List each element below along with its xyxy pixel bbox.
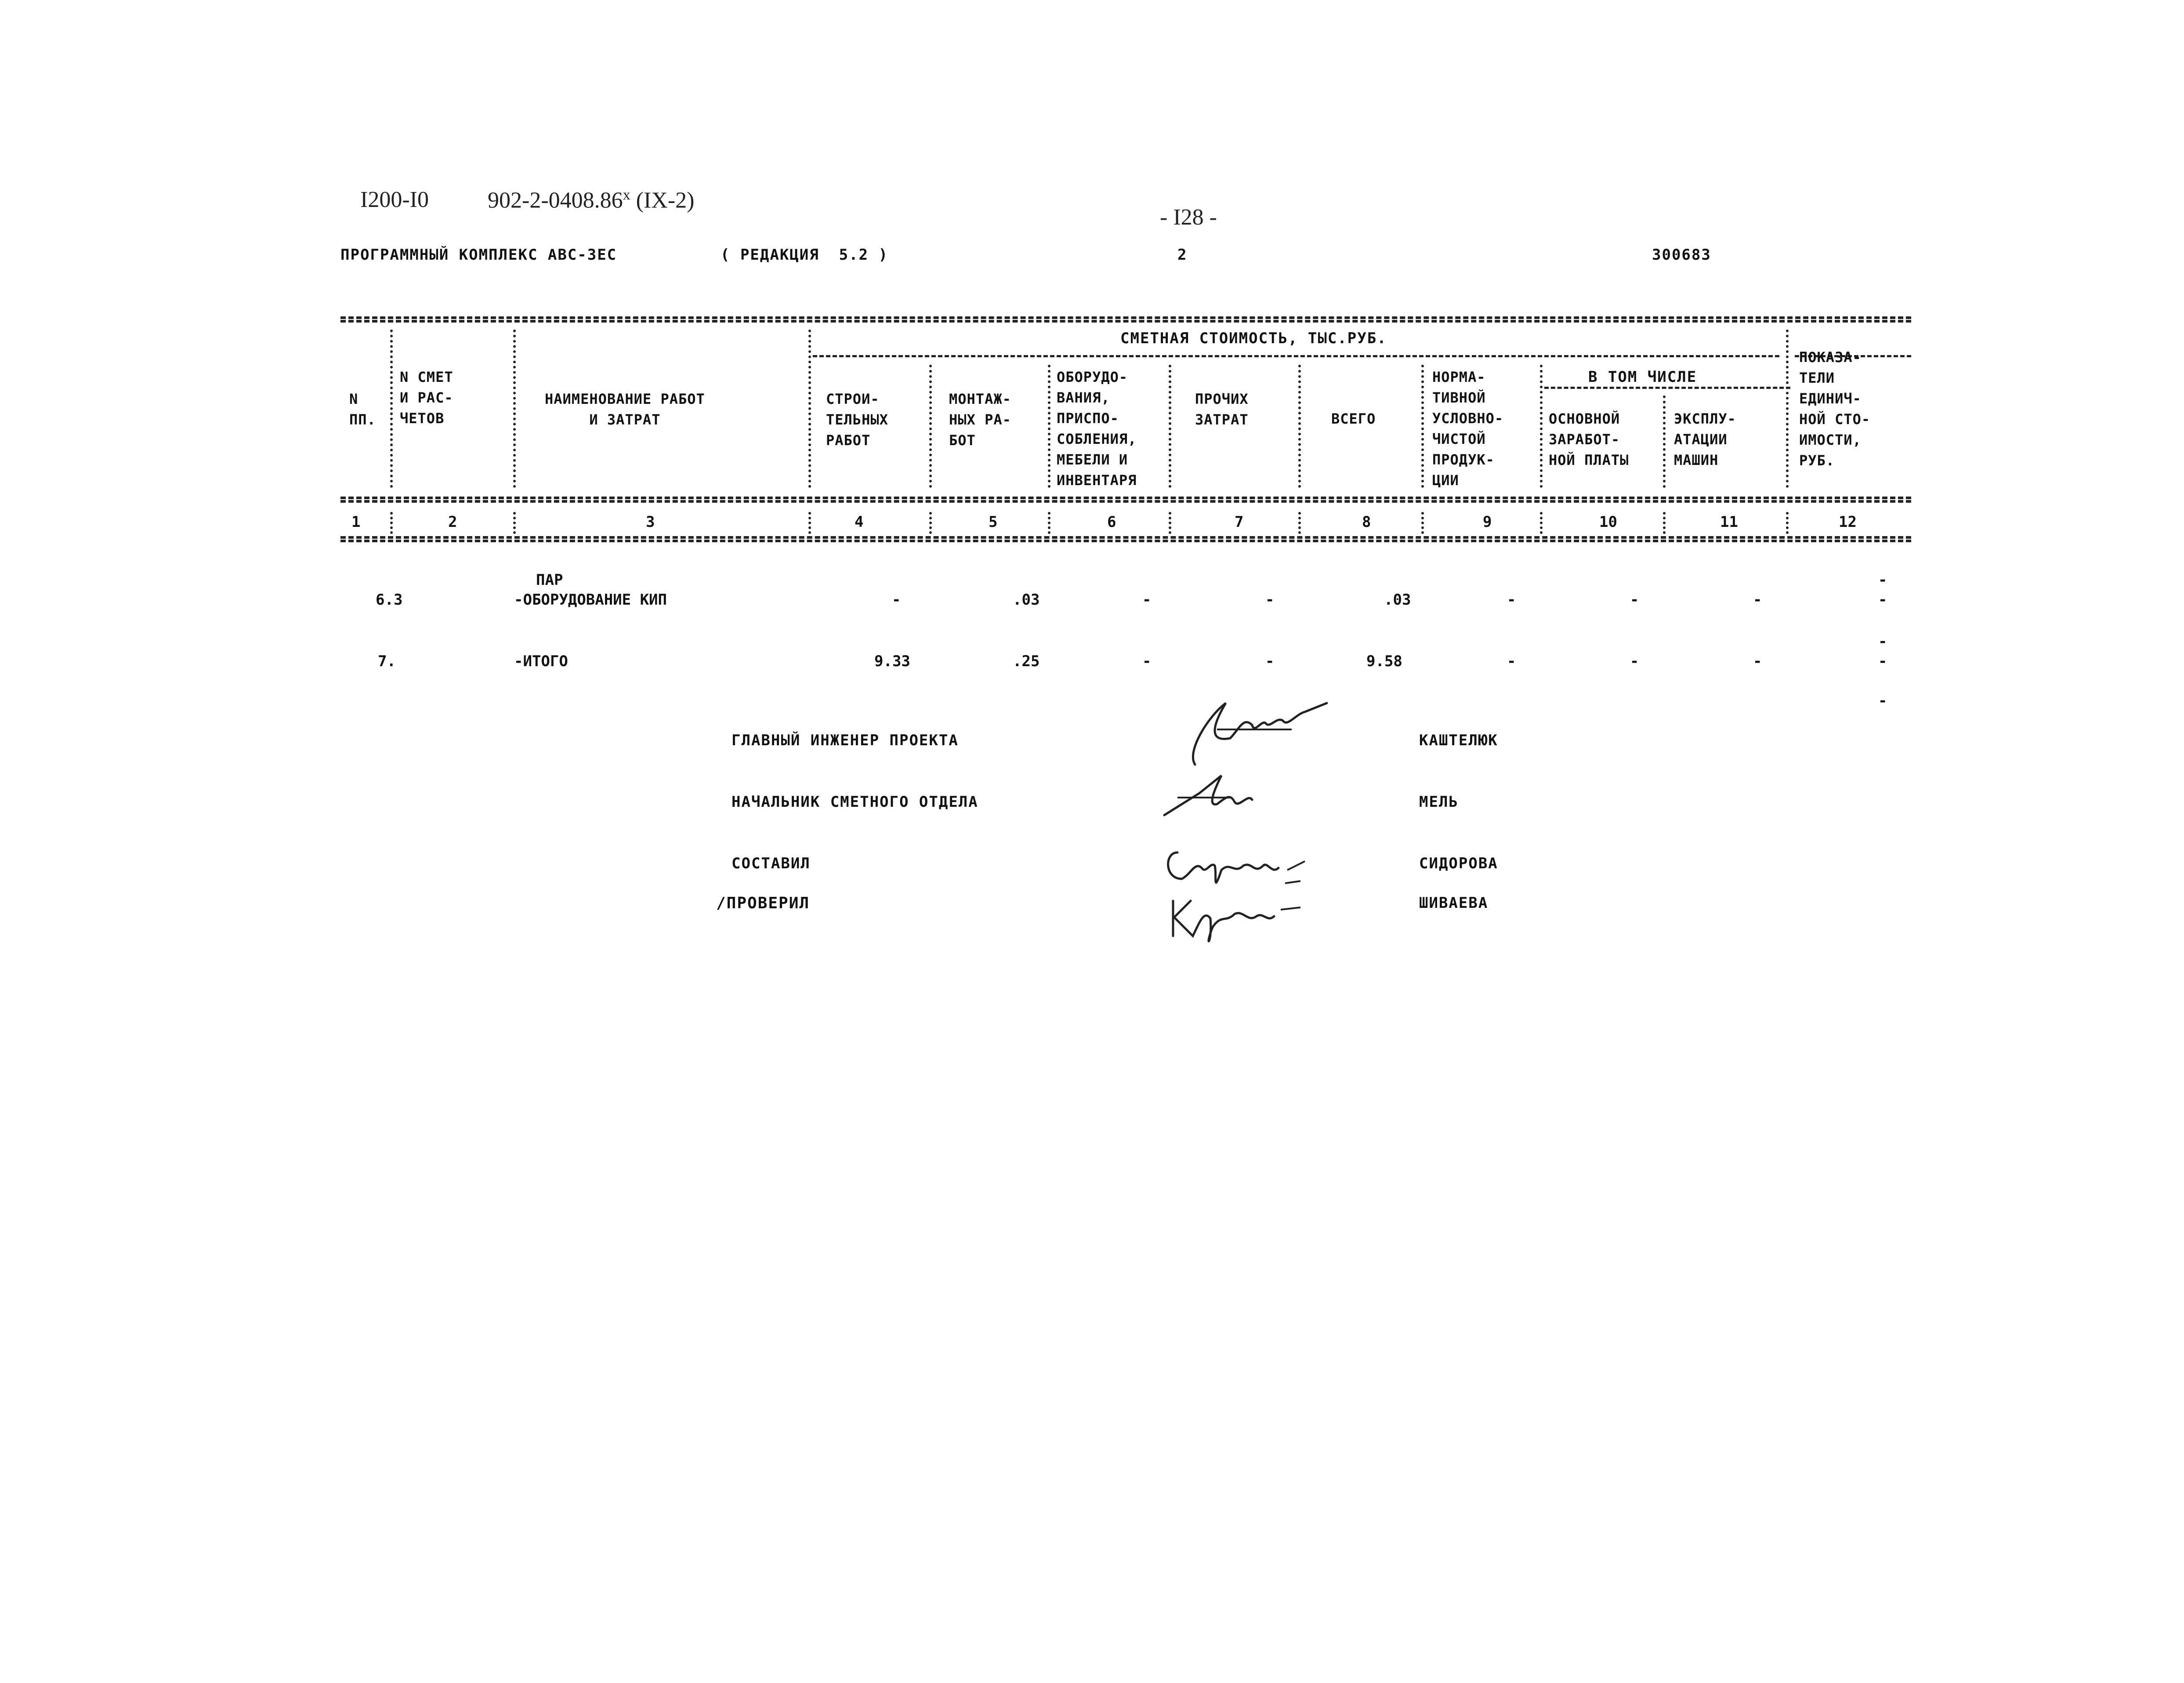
project-suffix: (IX-2) <box>636 188 695 213</box>
row1-c11: - <box>1753 591 1762 609</box>
numbers-bottom-rule-2 <box>340 540 1911 542</box>
col-header-7: ПРОЧИХ ЗАТРАТ <box>1195 391 1249 428</box>
row1-name: -ОБОРУДОВАНИЕ КИП <box>514 591 667 609</box>
num-sep-10 <box>1663 512 1666 534</box>
name-head-estimates: МЕЛЬ <box>1419 793 1459 811</box>
col-sep-10 <box>1663 395 1666 488</box>
col-number-4: 4 <box>855 513 864 531</box>
row2-name: -ИТОГО <box>514 653 568 670</box>
col-sep-4 <box>929 365 932 488</box>
col-header-5: МОНТАЖ- НЫХ РА- БОТ <box>949 391 1011 449</box>
row2-c5: .25 <box>1013 653 1040 670</box>
col-sep-5 <box>1048 365 1050 488</box>
col-number-5: 5 <box>989 513 998 531</box>
col-header-4: СТРОИ- ТЕЛЬНЫХ РАБОТ <box>826 391 888 449</box>
col-header-3: НАИМЕНОВАНИЕ РАБОТ И ЗАТРАТ <box>545 391 705 428</box>
col-sep-11 <box>1786 330 1789 488</box>
num-sep-8 <box>1421 512 1424 534</box>
program-name: ПРОГРАММНЫЙ КОМПЛЕКС АВС-ЗЕС <box>340 246 617 264</box>
role-chief-engineer: ГЛАВНЫЙ ИНЖЕНЕР ПРОЕКТА <box>732 732 959 749</box>
row1-c10: - <box>1630 591 1639 609</box>
role-compiled-by: СОСТАВИЛ <box>732 855 811 872</box>
num-sep-3 <box>808 512 811 534</box>
row1-name-top: ПАР <box>536 571 563 589</box>
row2-c9: - <box>1507 653 1516 670</box>
row2-pp: 7. <box>378 653 396 670</box>
signature-head-estimates <box>1160 767 1274 824</box>
subgroup-header-including: В ТОМ ЧИСЛЕ <box>1588 368 1697 386</box>
col-sep-3 <box>808 330 811 488</box>
row1-c4: - <box>892 591 901 609</box>
document-code-right: 300683 <box>1652 246 1711 264</box>
col-sep-2 <box>513 330 516 488</box>
col-sep-1 <box>390 330 393 488</box>
num-sep-11 <box>1786 512 1789 534</box>
row1-c7: - <box>1265 591 1275 609</box>
row1-c6: - <box>1142 591 1152 609</box>
col-sep-8 <box>1421 365 1424 488</box>
row1-c5: .03 <box>1013 591 1040 609</box>
num-sep-6 <box>1169 512 1171 534</box>
col-number-12: 12 <box>1839 513 1857 531</box>
col-header-12: ПОКАЗА- ТЕЛИ ЕДИНИЧ- НОЙ СТО- ИМОСТИ, РУБ. <box>1799 349 1871 469</box>
name-checked-by: ШИВАЕВА <box>1419 894 1489 912</box>
col-number-7: 7 <box>1235 513 1244 531</box>
col-number-8: 8 <box>1362 513 1371 531</box>
doc-code: I200-I0 <box>360 187 429 212</box>
col-sep-9 <box>1540 365 1543 488</box>
program-edition: ( РЕДАКЦИЯ 5.2 ) <box>721 246 888 264</box>
row2-c11: - <box>1753 653 1762 670</box>
col-number-9: 9 <box>1483 513 1492 531</box>
page-number: - I28 - <box>1160 205 1217 230</box>
subgroup-header-rule <box>1544 387 1790 389</box>
row2-c7: - <box>1265 653 1275 670</box>
col-number-10: 10 <box>1599 513 1617 531</box>
project-code: 902-2-0408.86 <box>488 188 623 213</box>
role-head-estimates: НАЧАЛЬНИК СМЕТНОГО ОТДЕЛА <box>732 793 978 811</box>
header-bottom-rule <box>340 497 1911 499</box>
table-top-rule-2 <box>340 320 1911 323</box>
num-sep-9 <box>1540 512 1543 534</box>
header-bottom-rule-2 <box>340 500 1911 503</box>
num-sep-2 <box>513 512 516 534</box>
row2-c12c: - <box>1878 692 1887 710</box>
num-sep-4 <box>929 512 932 534</box>
project-mark: x <box>623 187 630 203</box>
group-header-rule <box>813 355 1779 357</box>
col-header-11: ЭКСПЛУ- АТАЦИИ МАШИН <box>1674 410 1736 468</box>
table-top-rule <box>340 316 1911 319</box>
group-header-estimated-cost: СМЕТНАЯ СТОИМОСТЬ, ТЫС.РУБ. <box>1120 330 1387 347</box>
col-header-6: ОБОРУДО- ВАНИЯ, ПРИСПО- СОБЛЕНИЯ, МЕБЕЛИ И ИНВЕНТАРЯ <box>1057 369 1137 489</box>
signature-compiled-checked <box>1160 835 1327 954</box>
row1-c12a: - <box>1878 571 1887 589</box>
numbers-bottom-rule <box>340 536 1911 539</box>
col-header-2: N СМЕТ И РАС- ЧЕТОВ <box>400 369 453 427</box>
num-sep-5 <box>1048 512 1050 534</box>
col-header-9: НОРМА- ТИВНОЙ УСЛОВНО- ЧИСТОЙ ПРОДУК- ЦИИ <box>1432 369 1504 489</box>
col-number-1: 1 <box>351 513 361 531</box>
row1-c12b: - <box>1878 591 1887 609</box>
project-code-line <box>488 187 694 213</box>
row2-c6: - <box>1142 653 1152 670</box>
col-sep-6 <box>1169 365 1171 488</box>
name-chief-engineer: КАШТЕЛЮК <box>1419 732 1498 749</box>
row2-c4: 9.33 <box>874 653 910 670</box>
row2-c10: - <box>1630 653 1639 670</box>
row1-c8: .03 <box>1384 591 1411 609</box>
row2-c12a: - <box>1878 633 1887 650</box>
col-header-8: ВСЕГО <box>1331 410 1376 427</box>
num-sep-1 <box>390 512 393 534</box>
col-sep-7 <box>1298 365 1301 488</box>
sheet-number: 2 <box>1177 246 1188 264</box>
name-compiled-by: СИДОРОВА <box>1419 855 1498 872</box>
row1-pp: 6.3 <box>376 591 403 609</box>
col-number-11: 11 <box>1720 513 1738 531</box>
col-header-1: N ПП. <box>349 391 376 428</box>
signature-chief-engineer <box>1177 690 1336 778</box>
row2-c8: 9.58 <box>1366 653 1402 670</box>
num-sep-7 <box>1298 512 1301 534</box>
col-header-10: ОСНОВНОЙ ЗАРАБОТ- НОЙ ПЛАТЫ <box>1549 410 1629 468</box>
role-checked-by: /ПРОВЕРИЛ <box>716 894 810 912</box>
col-number-2: 2 <box>448 513 457 531</box>
row1-c9: - <box>1507 591 1516 609</box>
col-number-3: 3 <box>646 513 655 531</box>
row2-c12b: - <box>1878 653 1887 670</box>
col-number-6: 6 <box>1107 513 1116 531</box>
